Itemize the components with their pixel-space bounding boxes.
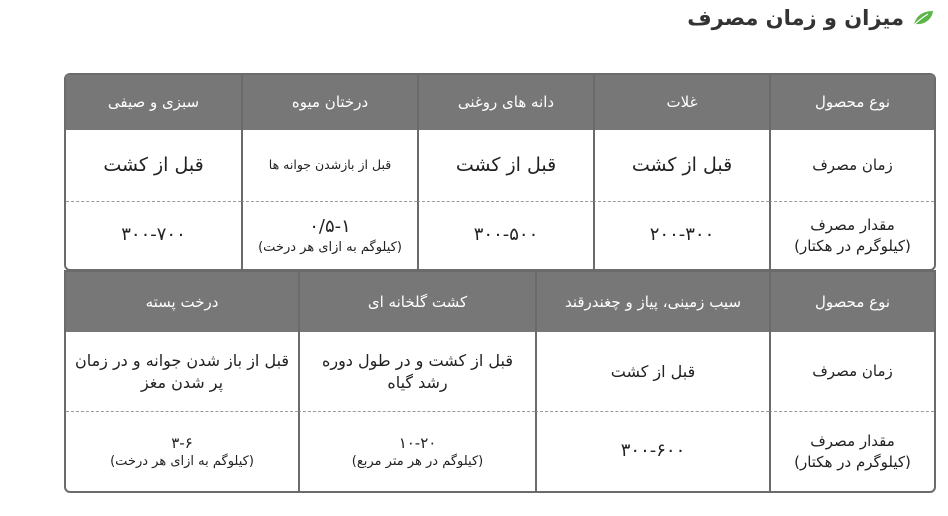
amount-potato: ۳۰۰-۶۰۰ [535, 412, 769, 491]
leaf-icon [912, 9, 934, 27]
header-cereals: غلات [593, 75, 769, 130]
amount-pistachio [66, 412, 298, 491]
time-potato: قبل از کشت [535, 332, 769, 412]
amount-label-2 [769, 412, 934, 491]
time-label-2: زمان مصرف [769, 332, 934, 412]
amount-fruit-value: ۰/۵-۱ [309, 215, 351, 237]
amount-label-text-2: مقدار مصرف [810, 432, 895, 451]
header-crop-type-2: نوع محصول [769, 272, 934, 332]
amount-label [769, 202, 934, 269]
header-potato-onion-beet: سیب زمینی، پیاز و چغندرقند [535, 272, 769, 332]
amount-pistachio-value: ۳-۶ [171, 433, 193, 452]
header-vegetables: سبزی و صیفی [66, 75, 241, 130]
amount-greenhouse [298, 412, 535, 491]
amount-greenhouse-value: ۱۰-۲۰ [398, 433, 437, 452]
amount-vegetables: ۳۰۰-۷۰۰ [121, 224, 186, 246]
time-vegetables: قبل از کشت [66, 130, 241, 202]
time-fruit-trees: قبل از بازشدن جوانه ها [241, 130, 417, 202]
time-pistachio: قبل از باز شدن جوانه و در زمان پر شدن مغز [66, 332, 298, 412]
amount-fruit-unit: (کیلوگم به ازای هر درخت) [258, 239, 402, 255]
header-fruit-trees: درختان میوه [241, 75, 417, 130]
header-oilseeds: دانه های روغنی [417, 75, 593, 130]
header-greenhouse: کشت گلخانه ای [298, 272, 535, 332]
time-greenhouse: قبل از کشت و در طول دوره رشد گیاه [298, 332, 535, 412]
amount-greenhouse-unit: (کیلوگم در هر متر مربع) [351, 453, 484, 469]
amount-cereals: ۲۰۰-۳۰۰ [593, 202, 769, 269]
title-text: میزان و زمان مصرف [687, 6, 904, 30]
usage-table-2 [64, 270, 936, 493]
page-title [687, 6, 934, 30]
amount-pistachio-unit: (کیلوگم به ازای هر درخت) [110, 453, 254, 469]
amount-label-text: مقدار مصرف [810, 216, 895, 235]
amount-fruit-trees [241, 202, 417, 269]
usage-table-1 [64, 73, 936, 271]
header-crop-type: نوع محصول [769, 75, 934, 130]
time-label: زمان مصرف [769, 130, 934, 202]
amount-unit-text: (کیلوگرم در هکتار) [794, 236, 911, 255]
time-cereals: قبل از کشت [593, 130, 769, 202]
header-pistachio: درخت پسته [66, 272, 298, 332]
amount-oilseeds: ۳۰۰-۵۰۰ [417, 202, 593, 269]
time-oilseeds: قبل از کشت [417, 130, 593, 202]
amount-unit-text-2: (کیلوگرم در هکتار) [794, 452, 911, 471]
